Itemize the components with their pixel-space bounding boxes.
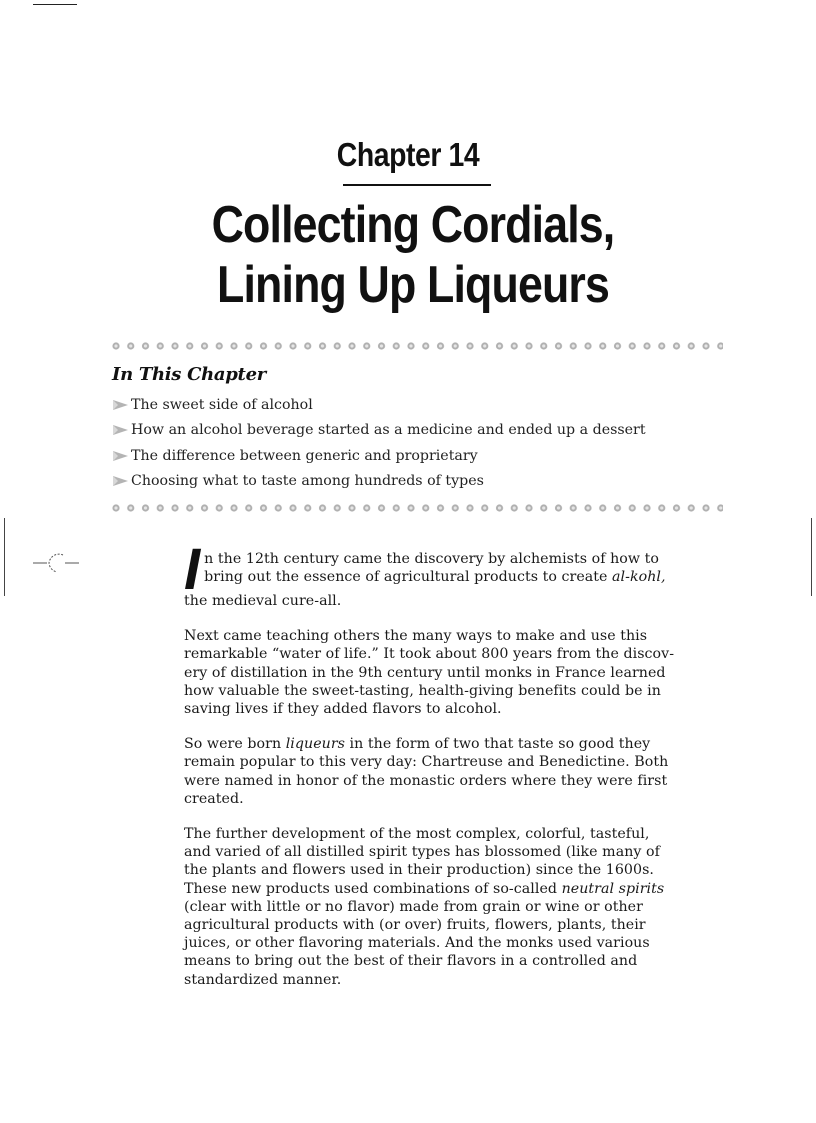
drop-cap: I xyxy=(184,537,201,602)
text-line: means to bring out the best of their flavors in a controlled and xyxy=(184,953,638,970)
italic-term: neutral spirits xyxy=(561,880,665,897)
text-line: the plants and flowers used in their production) since the 1600s. xyxy=(184,862,654,879)
margin-rule-right xyxy=(811,518,812,596)
dot-row xyxy=(111,341,723,351)
text-line: Next came teaching others the many ways to make and use this xyxy=(184,628,648,645)
text-line: agricultural products with (or over) fruits, flowers, plants, their xyxy=(184,917,646,934)
text-run: So were born xyxy=(184,736,286,753)
text-line: how valuable the sweet-tasting, health-giving benefits could be in xyxy=(184,682,661,699)
text-line: n the 12th century came the discovery by alchemists of how to xyxy=(204,551,659,567)
list-item xyxy=(112,443,646,469)
arrow-bullet-icon xyxy=(112,424,130,436)
list-item xyxy=(112,418,646,444)
topic-text: How an alcohol beverage started as a medicine and ended up a dessert xyxy=(131,422,646,439)
paragraph-2 xyxy=(184,627,724,718)
italic-term: liqueurs xyxy=(285,736,345,753)
topic-text: The difference between generic and proprietary xyxy=(131,447,478,464)
text-line: standardized manner. xyxy=(184,971,342,988)
text-line: (clear with little or no flavor) made from grain or wine or other xyxy=(184,898,643,915)
chapter-title xyxy=(0,195,816,315)
list-item xyxy=(112,392,646,418)
text-line: and varied of all distilled spirit types has blossomed (like many of xyxy=(184,844,660,861)
text-line: the medieval cure-all. xyxy=(184,593,342,609)
text-line: The further development of the most complex, colorful, tasteful, xyxy=(184,826,650,843)
topic-text: The sweet side of alcohol xyxy=(131,396,313,413)
arrow-bullet-icon xyxy=(112,450,130,462)
arrow-bullet-icon xyxy=(112,399,130,411)
chapter-body xyxy=(184,537,724,1006)
chapter-title-line-1: Collecting Cordials, xyxy=(211,196,615,254)
crop-mark xyxy=(33,4,77,5)
paragraph-4 xyxy=(184,825,724,989)
chapter-title-line-2: Lining Up Liqueurs xyxy=(217,256,609,314)
text-line: remain popular to this very day: Chartreuse and Benedictine. Both xyxy=(184,754,669,771)
text-line xyxy=(184,880,724,898)
text-run: bring out the essence of agricultural products to create xyxy=(204,569,613,586)
text-line: remarkable “water of life.” It took about 800 years from the discov- xyxy=(184,646,675,663)
margin-rule-left xyxy=(4,518,5,596)
chapter-topics-list xyxy=(112,392,646,494)
text-run: in the form of two that taste so good they xyxy=(345,736,651,753)
dot-row xyxy=(111,503,723,513)
text-line: saving lives if they added flavors to alcohol. xyxy=(184,701,502,718)
text-line: ery of distillation in the 9th century until monks in France learned xyxy=(184,664,666,681)
registration-mark-icon xyxy=(33,551,79,575)
chapter-underline xyxy=(343,184,491,186)
text-line: created. xyxy=(184,790,244,807)
text-line xyxy=(184,568,724,586)
italic-term: al-kohl, xyxy=(612,569,666,586)
dotted-divider-bottom xyxy=(111,503,723,513)
chapter-label: Chapter 14 xyxy=(336,136,480,173)
in-this-chapter-heading: In This Chapter xyxy=(112,364,266,385)
list-item xyxy=(112,469,646,495)
text-line: juices, or other flavoring materials. And the monks used various xyxy=(184,935,650,952)
paragraph-1 xyxy=(184,537,724,610)
topic-text: Choosing what to taste among hundreds of types xyxy=(131,473,484,490)
text-run: These new products used combinations of so-called xyxy=(184,880,562,897)
text-line xyxy=(184,735,724,753)
arrow-bullet-icon xyxy=(112,475,130,487)
text-line: were named in honor of the monastic orders where they were first xyxy=(184,772,668,789)
paragraph-3 xyxy=(184,735,724,808)
dotted-divider-top xyxy=(111,341,723,351)
